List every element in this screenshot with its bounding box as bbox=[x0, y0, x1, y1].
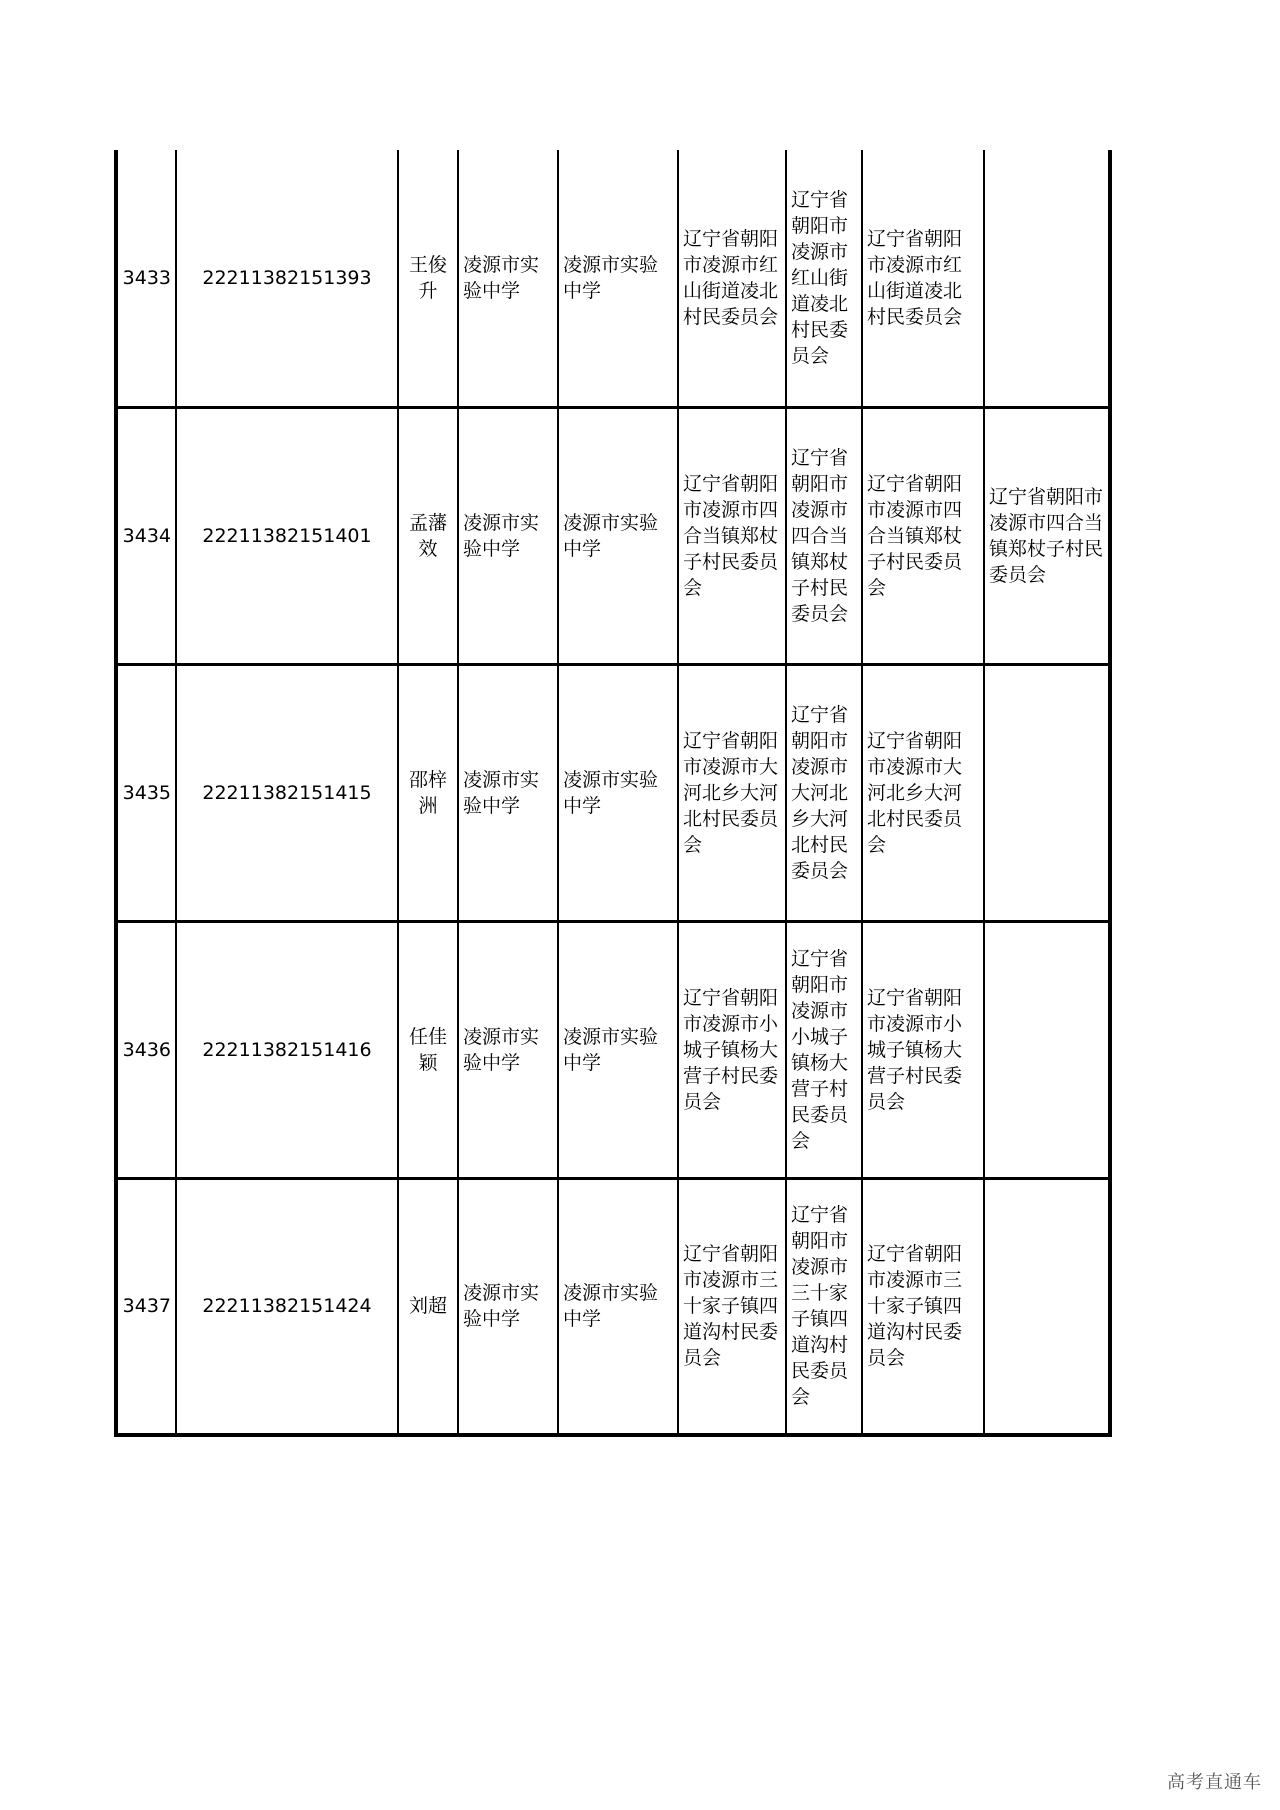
school-cell: 凌源市实验中学 bbox=[458, 407, 558, 664]
school-cell: 凌源市实验中学 bbox=[458, 664, 558, 921]
residence-address-cell: 辽宁省朝阳市凌源市四合当镇郑杖子村民委员会 bbox=[786, 407, 862, 664]
extra-address-cell: 辽宁省朝阳市凌源市四合当镇郑杖子村民委员会 bbox=[984, 407, 1110, 664]
school-cell: 凌源市实验中学 bbox=[458, 921, 558, 1178]
extra-address-cell bbox=[984, 1178, 1110, 1435]
extra-address-cell bbox=[984, 921, 1110, 1178]
seq-cell: 3434 bbox=[116, 407, 176, 664]
extra-address-cell bbox=[984, 150, 1110, 407]
school-cell: 凌源市实验中学 bbox=[458, 1178, 558, 1435]
name-cell: 邵梓洲 bbox=[398, 664, 458, 921]
guardian-address-cell: 辽宁省朝阳市凌源市三十家子镇四道沟村民委员会 bbox=[862, 1178, 984, 1435]
seq-cell: 3436 bbox=[116, 921, 176, 1178]
household-address-cell: 辽宁省朝阳市凌源市红山街道凌北村民委员会 bbox=[678, 150, 786, 407]
exam-id-cell: 22211382151416 bbox=[176, 921, 398, 1178]
seq-cell: 3433 bbox=[116, 150, 176, 407]
residence-address-cell: 辽宁省朝阳市凌源市红山街道凌北村民委员会 bbox=[786, 150, 862, 407]
name-cell: 王俊升 bbox=[398, 150, 458, 407]
exam-id-cell: 22211382151393 bbox=[176, 150, 398, 407]
residence-address-cell: 辽宁省朝阳市凌源市大河北乡大河北村民委员会 bbox=[786, 664, 862, 921]
guardian-address-cell: 辽宁省朝阳市凌源市四合当镇郑杖子村民委员会 bbox=[862, 407, 984, 664]
graduation-school-cell: 凌源市实验中学 bbox=[558, 1178, 678, 1435]
exam-id-cell: 22211382151415 bbox=[176, 664, 398, 921]
household-address-cell: 辽宁省朝阳市凌源市四合当镇郑杖子村民委员会 bbox=[678, 407, 786, 664]
graduation-school-cell: 凌源市实验中学 bbox=[558, 407, 678, 664]
table-row bbox=[116, 921, 1110, 1178]
graduation-school-cell: 凌源市实验中学 bbox=[558, 664, 678, 921]
table-row bbox=[116, 1178, 1110, 1435]
exam-id-cell: 22211382151424 bbox=[176, 1178, 398, 1435]
guardian-address-cell: 辽宁省朝阳市凌源市红山街道凌北村民委员会 bbox=[862, 150, 984, 407]
school-cell: 凌源市实验中学 bbox=[458, 150, 558, 407]
name-cell: 孟藩效 bbox=[398, 407, 458, 664]
graduation-school-cell: 凌源市实验中学 bbox=[558, 921, 678, 1178]
graduation-school-cell: 凌源市实验中学 bbox=[558, 150, 678, 407]
exam-id-cell: 22211382151401 bbox=[176, 407, 398, 664]
residence-address-cell: 辽宁省朝阳市凌源市小城子镇杨大营子村民委员会 bbox=[786, 921, 862, 1178]
table-row bbox=[116, 150, 1110, 407]
household-address-cell: 辽宁省朝阳市凌源市小城子镇杨大营子村民委员会 bbox=[678, 921, 786, 1178]
table-row bbox=[116, 664, 1110, 921]
guardian-address-cell: 辽宁省朝阳市凌源市大河北乡大河北村民委员会 bbox=[862, 664, 984, 921]
guardian-address-cell: 辽宁省朝阳市凌源市小城子镇杨大营子村民委员会 bbox=[862, 921, 984, 1178]
extra-address-cell bbox=[984, 664, 1110, 921]
roster-body bbox=[116, 150, 1110, 1435]
residence-address-cell: 辽宁省朝阳市凌源市三十家子镇四道沟村民委员会 bbox=[786, 1178, 862, 1435]
table-row bbox=[116, 407, 1110, 664]
seq-cell: 3435 bbox=[116, 664, 176, 921]
household-address-cell: 辽宁省朝阳市凌源市三十家子镇四道沟村民委员会 bbox=[678, 1178, 786, 1435]
seq-cell: 3437 bbox=[116, 1178, 176, 1435]
household-address-cell: 辽宁省朝阳市凌源市大河北乡大河北村民委员会 bbox=[678, 664, 786, 921]
name-cell: 任佳颖 bbox=[398, 921, 458, 1178]
name-cell: 刘超 bbox=[398, 1178, 458, 1435]
student-roster-table bbox=[114, 150, 1112, 1437]
watermark-text: 高考直通车 bbox=[1167, 1772, 1262, 1793]
